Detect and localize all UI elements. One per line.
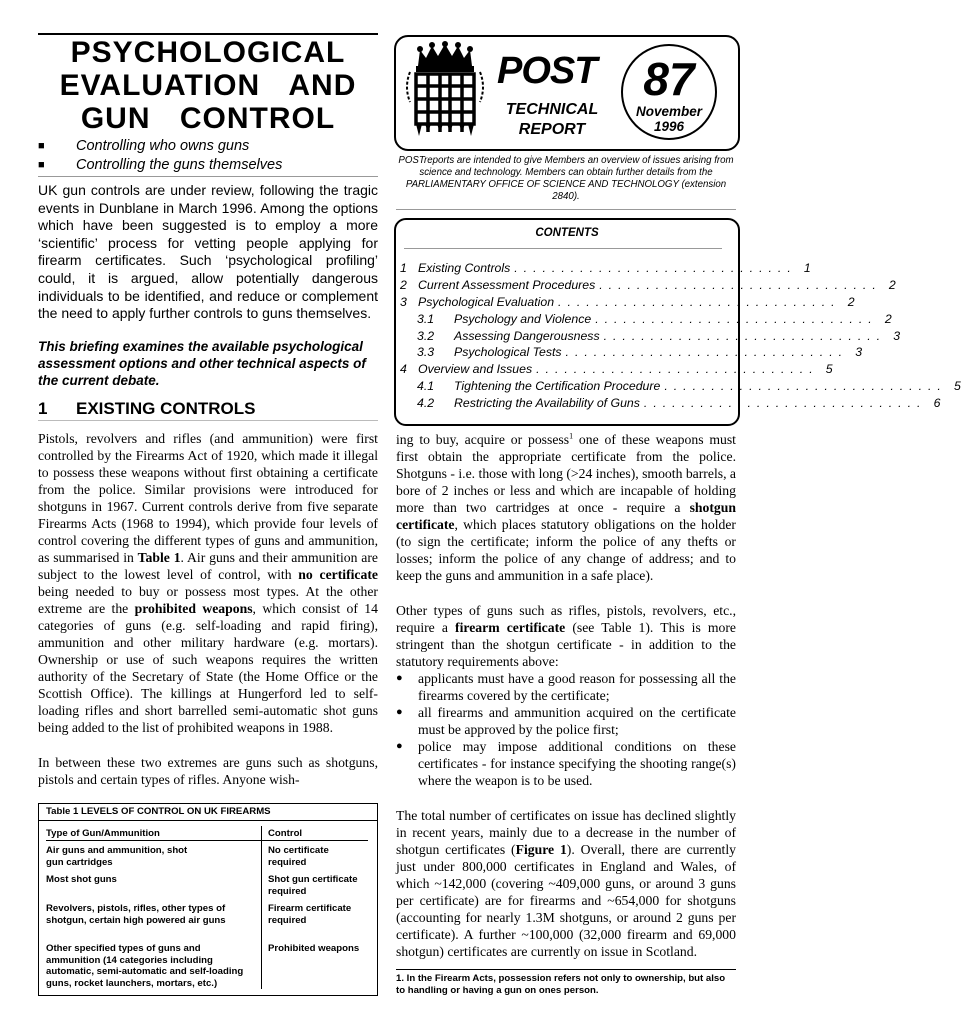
summary-bullet [38,137,378,156]
contents-item-number: 4.1 [417,379,435,394]
contents-item-number: 3.2 [417,328,435,343]
contents-item-page: 3 [893,328,901,343]
summary-bullet [38,156,378,175]
footnote: 1. In the Firearm Acts, possession refers not only to ownership, but also to handling or having a gun on ones person. [396,973,726,996]
figure-reference: Figure 1 [515,842,567,857]
contents-item-page: 2 [847,294,855,309]
report-date [621,104,717,134]
divider [404,248,722,249]
title-line-2: EVALUATION AND [59,69,357,102]
contents-leader-dots: .............................. [595,311,878,326]
contents-item-label: Overview and Issues [418,362,533,377]
report-month: November [635,104,703,119]
contents-item-number: 1 [400,261,407,275]
post-subtitle-line-1: TECHNICAL [505,101,599,118]
summary-bullet-text: Controlling the guns themselves [76,157,283,173]
table-title: Table 1 LEVELS OF CONTROL ON UK FIREARMS [46,806,271,817]
divider [46,840,368,841]
contents-item [400,311,892,328]
table-cell-control: Firearm certificate required [268,903,352,926]
section-number: 1 [38,399,48,418]
contents-item [400,260,811,277]
page-title [38,36,378,135]
contents-item-label: Tightening the Certification Procedure [454,379,661,394]
contents-item-page: 5 [953,379,961,394]
contents-item-number: 4 [400,362,407,377]
contents-item-label: Current Assessment Procedures [418,277,596,292]
contents-item [400,328,901,345]
contents-leader-dots: .............................. [536,362,819,377]
post-subtitle [497,100,607,140]
body-column-left [38,430,378,788]
body-paragraph: Other types of guns such as rifles, pistols, revolvers, etc., require a firearm certificate (see Table 1). This is more stringent than the shotgun certificate - in addition to the statutory requirements above: [396,603,736,669]
contents-leader-dots: .............................. [599,277,882,292]
contents-item-number: 3 [400,294,407,309]
list-item: ● applicants must have a good reason for possessing all the firearms covered by the certificate; [396,670,736,704]
contents-leader-dots: .............................. [603,328,887,343]
square-bullet-icon: ■ [38,140,45,152]
intro-summary: This briefing examines the available psychological assessment options and other technical aspects of the current debate. [38,339,366,388]
contents-item-number: 2 [400,277,407,292]
summary-bullet-text: Controlling who owns guns [76,138,250,154]
table-cell-type: Air guns and ammunition, shot gun cartridges [46,845,188,868]
table-column-divider [261,826,262,989]
contents-item [400,344,863,361]
contents-item-page: 6 [933,396,941,411]
section-heading [38,399,378,419]
requirements-list [396,670,736,789]
square-bullet-icon: ■ [38,159,45,171]
body-column-right [396,431,736,960]
summary-bullets [38,137,378,175]
body-paragraph: Pistols, revolvers and rifles (and ammunition) were first controlled by the Firearms Act of 1920, which made it illegal to possess these weapons without first obtaining a certificate from the police. Similar provisions were introduced for shotguns in 1967. Current controls derive from five separate Firearms Acts (1968 to 1994), which provide four levels of control covering the different types of guns and ammunition, as summarised in Table 1. Air guns and their ammunition are subject to the lowest level of control, with no certificate being needed to buy or possess most types. At the other extreme are the prohibited weapons, which consist of 14 categories of guns (e.g. self-loading and rapid firing), ammunition and other military hardware (e.g. mortars). Ownership or use of such weapons requires the written authority of the Secretary of State (the Home Office or the Scottish Office). The killings at Hungerford led to self-loading rifles and short barrelled semi-automatic shot guns being added to the list of prohibited weapons in 1988. [38,431,378,735]
contents-item-page: 2 [884,311,892,326]
table-cell-control: Prohibited weapons [268,943,360,954]
contents-item-page: 1 [803,261,811,275]
table-of-contents [400,260,961,412]
post-note: POSTreports are intended to give Members an overview of issues arising from science and technology. Members can obtain further details from the PARLIAMENTARY OFFICE OF SCIENCE AND TECHNOLOGY (extension 2840). [398,155,734,202]
emphasis: firearm certificate [455,620,566,635]
contents-item-label: Assessing Dangerousness [454,328,600,343]
list-item: ● all firearms and ammunition acquired on the certificate must be approved by the police first; [396,704,736,738]
table-header-control: Control [268,828,303,839]
contents-leader-dots: .............................. [565,345,849,360]
contents-item [400,294,855,311]
contents-item [400,395,941,412]
footnote-rule [396,969,736,970]
contents-item-number: 3.3 [417,345,435,360]
emphasis: no certificate [298,567,378,582]
contents-title: CONTENTS [535,227,599,239]
divider [38,820,378,821]
table-cell-control: No certificate required [268,845,329,868]
contents-item [400,378,961,395]
table-cell-type: Most shot guns [46,874,117,885]
table-reference: Table 1 [137,550,181,565]
contents-item-label: Existing Controls [418,261,511,275]
title-line-3: GUN CONTROL [80,102,336,135]
report-year: 1996 [653,119,685,134]
table-cell-control: Shot gun certificate required [268,874,358,897]
contents-item-page: 3 [855,345,863,360]
table-cell-type: Revolvers, pistols, rifles, other types of shotgun, certain high powered air guns [46,903,226,926]
contents-item-label: Psychological Evaluation [418,294,555,309]
title-top-rule [38,33,378,35]
divider [396,209,736,210]
contents-item-label: Restricting the Availability of Guns [454,396,640,411]
divider [38,176,378,177]
portcullis-crown-icon [404,42,486,138]
body-paragraph: The total number of certificates on issue has declined slightly in recent years, mainly due to a decrease in the number of shotgun certificates (Figure 1). Overall, there are currently just under 800,000 certificates in England and Wales, of which ~142,000 (covering ~409,000 guns, or around 3 guns per certificate) are for firearms and ~654,000 for shotguns (accounting for nearly 1.3M shotguns, or around 2 guns per certificate). A further ~100,000 (32,000 firearm and 69,000 shotgun) certificates are currently on issue in Scotland. [396,808,737,959]
list-item: ● police may impose additional conditions on these certificates - for instance specifying the shooting range(s) where the weapon is to be used. [396,738,736,789]
title-line-1: PSYCHOLOGICAL [70,36,346,69]
emphasis: shotgun certificate [396,500,736,532]
contents-leader-dots: .............................. [643,396,927,411]
contents-leader-dots: .............................. [514,261,797,275]
section-title: EXISTING CONTROLS [76,399,256,418]
contents-item-label: Psychology and Violence [454,311,592,326]
post-subtitle-line-2: REPORT [518,121,586,138]
post-title: POST [497,50,597,92]
footnote-marker: 1 [569,431,574,441]
table-cell-type: Other specified types of guns and ammunition (14 categories including automatic, semi-automatic and self-loading guns, rocket launchers, mortars, etc.) [46,943,244,989]
contents-item-label: Psychological Tests [454,345,562,360]
body-paragraph: In between these two extremes are guns such as shotguns, pistols and certain types of rifles. Anyone wish- [38,755,378,787]
contents-leader-dots: .............................. [664,379,947,394]
emphasis: prohibited weapons [134,601,253,616]
contents-item-number: 3.1 [417,311,435,326]
body-paragraph: ing to buy, acquire or possess$^1$ one of these weapons must first obtain the appropriate certificate from the police. Shotguns - i.e. those with long (>24 inches), smooth barrels, a bore of 2 inches or less and which are incapable of holding more than two cartridges at once - require a shotgun certificate, which places statutory obligations on the holder (to sign the certificate; inform the police of any thefts or losses; inform the police of any change of address; and to keep the guns and ammunition in a safe place). [396,431,736,583]
contents-leader-dots: .............................. [558,294,841,309]
contents-item [400,277,896,294]
intro-paragraph: UK gun controls are under review, following the tragic events in Dunblane in March 1996. Among the options which have been suggested is to employ a more ‘scientific’ process for vetting people applying for firearm certificates. Such ‘psychological profiling’ could, it is argued, allow potentially dangerous individuals to be identified, and reduce or complement the need to apply further controls to guns themselves. [38,182,378,322]
contents-item-page: 2 [888,277,896,292]
table-header-type: Type of Gun/Ammunition [46,828,160,839]
contents-item [400,361,833,378]
report-number: 87 [643,53,695,105]
contents-item-number: 4.2 [417,396,435,411]
contents-item-page: 5 [825,362,833,377]
divider [38,420,378,421]
